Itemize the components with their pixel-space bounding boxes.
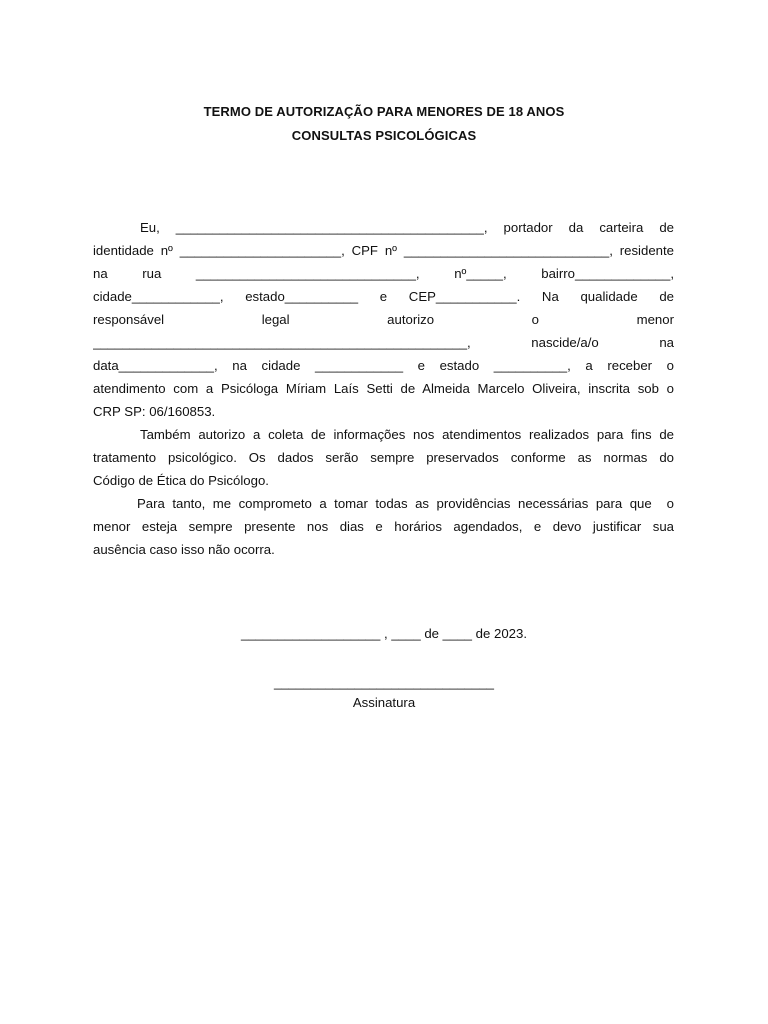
text-line: cidade____________, estado__________ e CEP___________. Na qualidade de	[93, 289, 674, 304]
text-line: na rua ______________________________, nº_____, bairro_____________,	[93, 266, 674, 281]
text-line: Para tanto, me comprometo a tomar todas as providências necessárias para que o	[137, 496, 674, 511]
document-subtitle: CONSULTAS PSICOLÓGICAS	[291, 128, 477, 143]
text-line: menor esteja sempre presente nos dias e horários agendados, e devo justificar sua	[93, 519, 674, 534]
text-line: CRP SP: 06/160853.	[93, 404, 216, 419]
date-line: ___________________ , ____ de ____ de 2023.	[240, 626, 527, 641]
text-line: Eu, __________________________________________, portador da carteira de	[140, 220, 674, 235]
signature-line: ______________________________	[273, 675, 495, 690]
text-line: Código de Ética do Psicólogo.	[93, 473, 269, 488]
text-line: ___________________________________________________, nascide/a/o na	[93, 335, 674, 350]
text-line: data_____________, na cidade ____________ e estado __________, a receber o	[93, 358, 674, 373]
paragraph-authorization	[93, 216, 674, 423]
signature-label: Assinatura	[352, 695, 416, 710]
text-line: tratamento psicológico. Os dados serão sempre preservados conforme as normas do	[93, 450, 674, 465]
document-title: TERMO DE AUTORIZAÇÃO PARA MENORES DE 18 ANOS	[203, 104, 565, 119]
paragraph-data-collection	[93, 423, 674, 492]
text-line: atendimento com a Psicóloga Míriam Laís Setti de Almeida Marcelo Oliveira, inscrita sob o	[93, 381, 674, 396]
text-line: ausência caso isso não ocorra.	[93, 542, 275, 557]
paragraph-commitment	[93, 492, 674, 561]
text-line: Também autorizo a coleta de informações nos atendimentos realizados para fins de	[140, 427, 674, 442]
text-line: responsável legal autorizo o menor	[93, 312, 674, 327]
text-line: identidade nº ______________________, CPF nº ____________________________, residente	[93, 243, 674, 258]
